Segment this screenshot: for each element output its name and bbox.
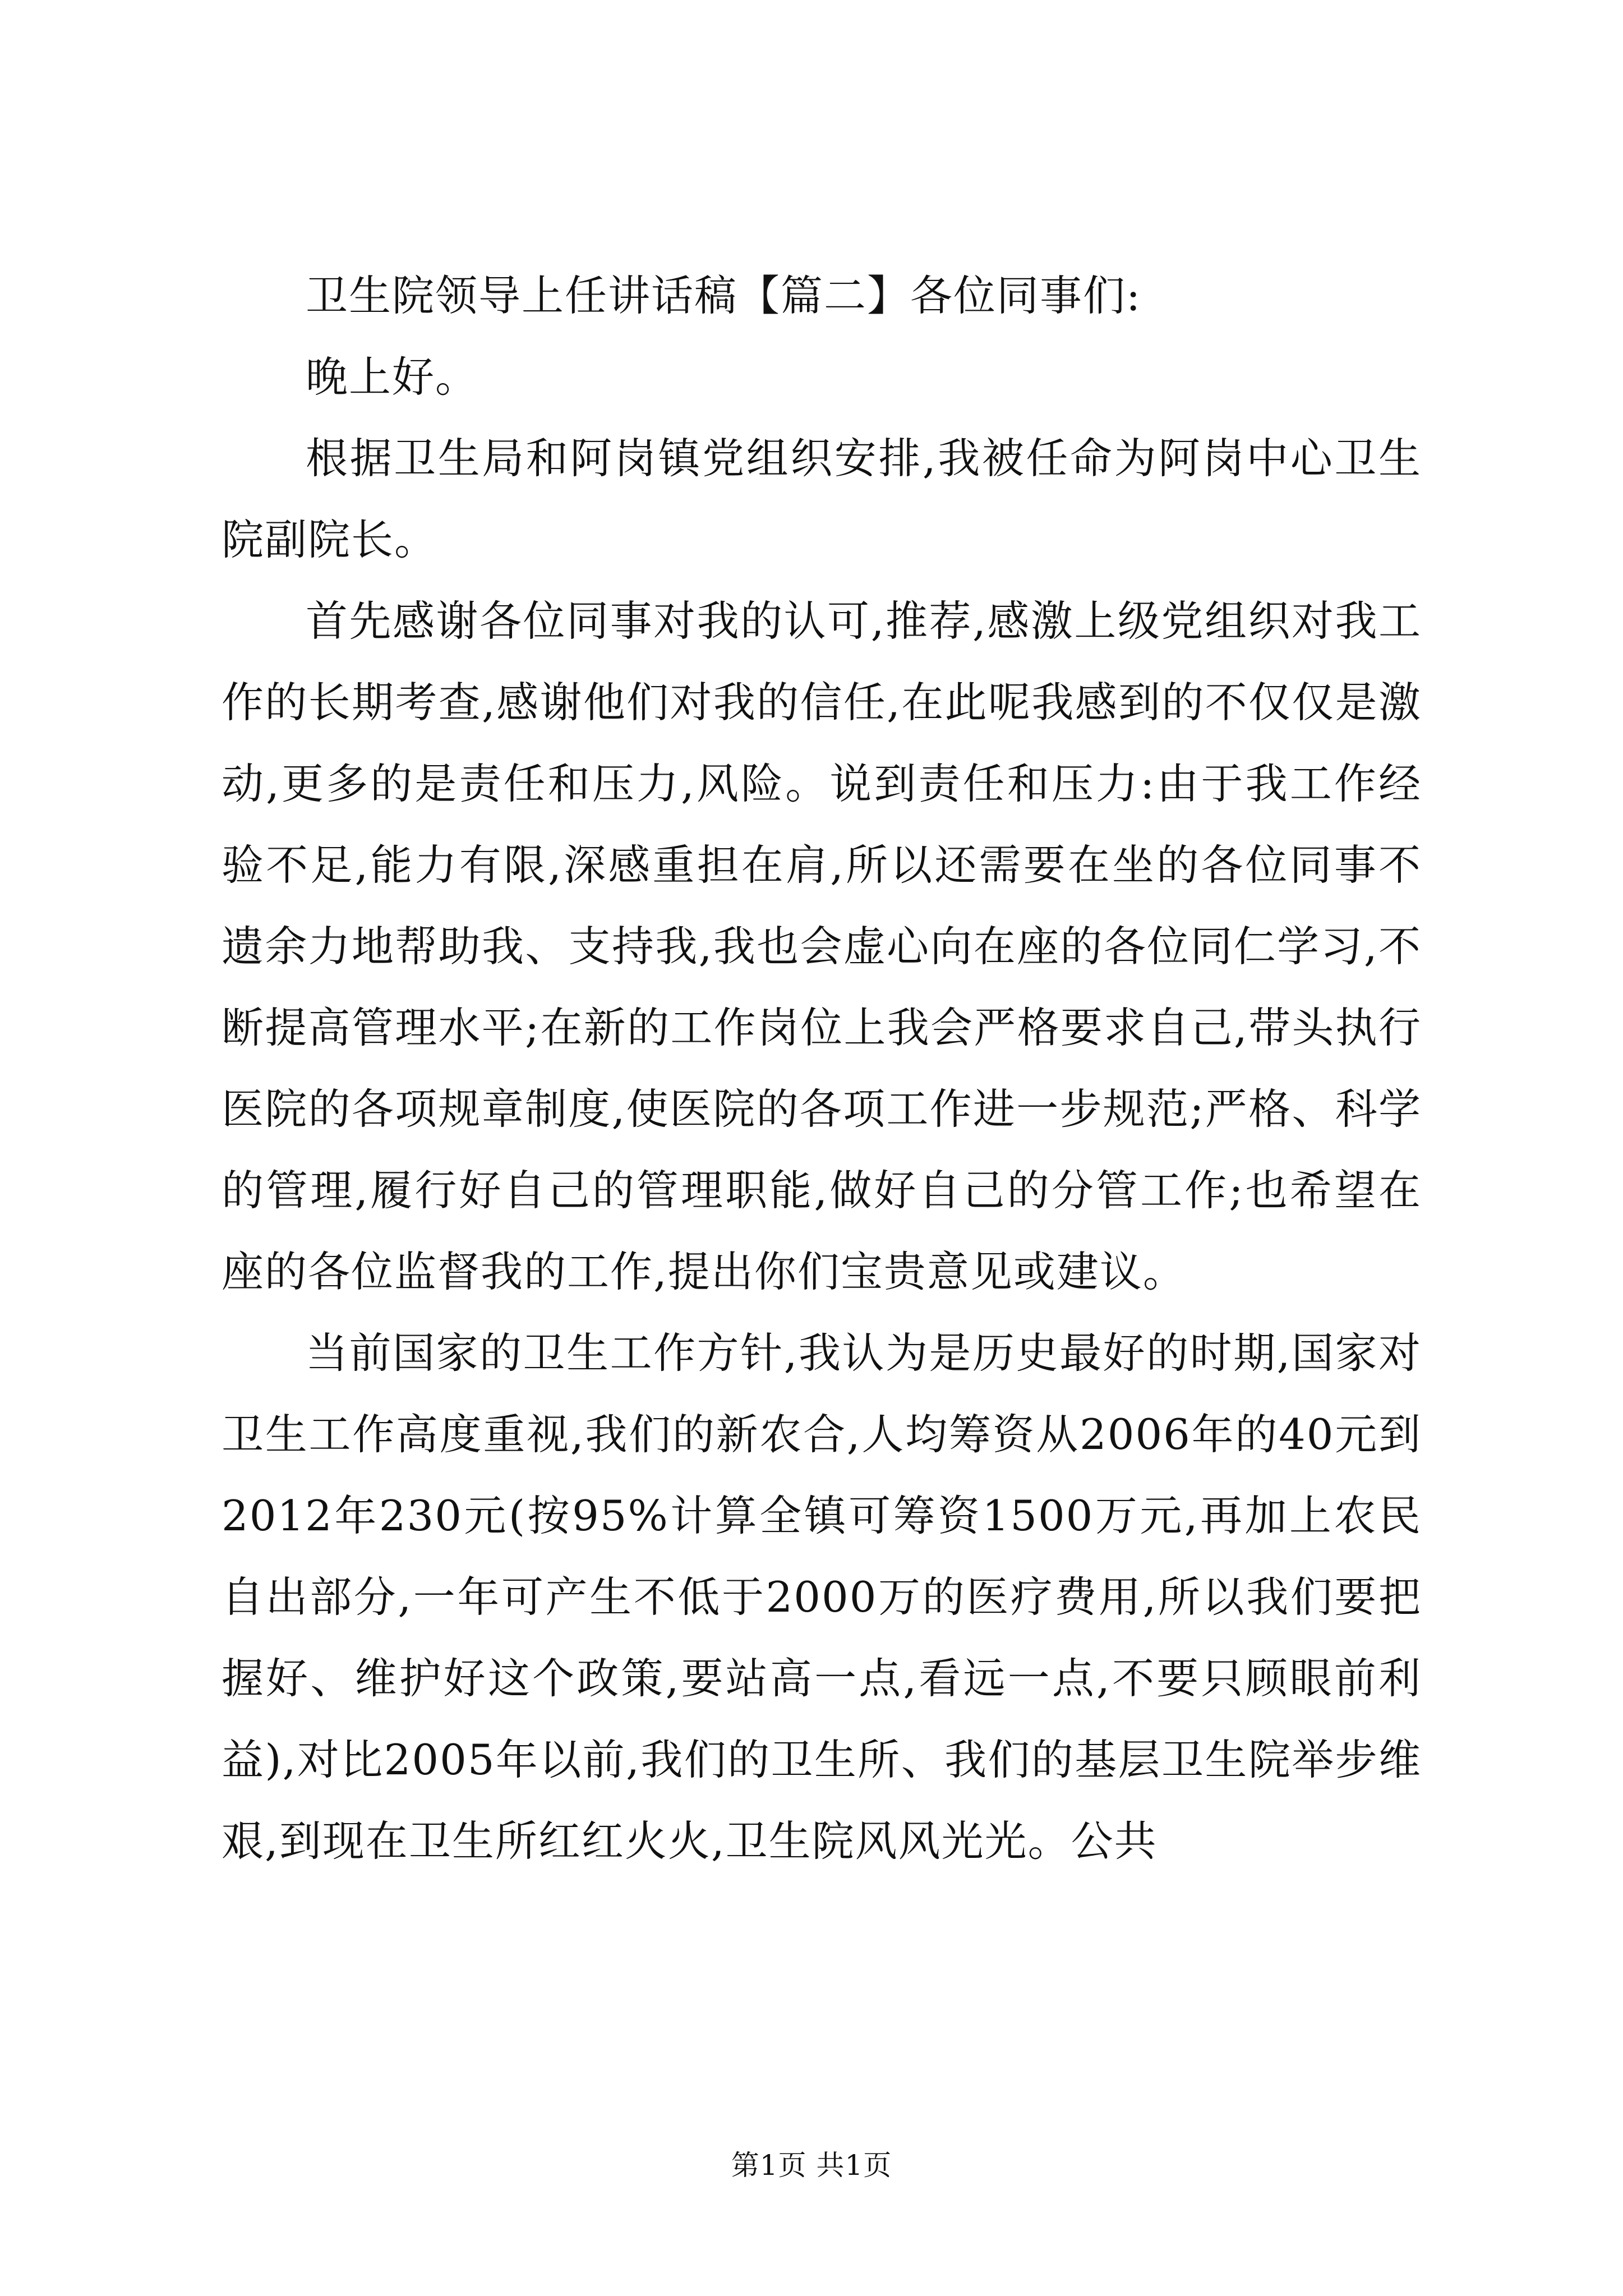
paragraph-appointment: 根据卫生局和阿岗镇党组织安排,我被任命为阿岗中心卫生院副院长。 xyxy=(222,434,1422,564)
paragraph-title-greeting: 卫生院领导上任讲话稿【篇二】各位同事们: xyxy=(306,271,1142,320)
paragraph-evening-greeting: 晚上好。 xyxy=(306,352,479,402)
paragraph-health-policy: 当前国家的卫生工作方针,我认为是历史最好的时期,国家对卫生工作高度重视,我们的新农合,人均筹资从2006年的40元到2012年230元(按95%计算全镇可筹资1500万元,再加上农民自出部分,一年可产生不低于2000万的医疗费用,所以我们要把握好、维护好这个政策,要站高一点,看远一点,不要只顾眼前利益),对比2005年以前,我们的卫生所、我们的基层卫生院举步维艰,到现在卫生所红红火火,卫生院风风光光。公共 xyxy=(222,1328,1422,1866)
paragraph-thanks: 首先感谢各位同事对我的认可,推荐,感激上级党组织对我工作的长期考查,感谢他们对我的信任,在此呢我感到的不仅仅是激动,更多的是责任和压力,风险。说到责任和压力:由于我工作经验不足,能力有限,深感重担在肩,所以还需要在坐的各位同事不遗余力地帮助我、支持我,我也会虚心向在座的各位同仁学习,不断提高管理水平;在新的工作岗位上我会严格要求自己,带头执行医院的各项规章制度,使医院的各项工作进一步规范;严格、科学的管理,履行好自己的管理职能,做好自己的分管工作;也希望在座的各位监督我的工作,提出你们宝贵意见或建议。 xyxy=(222,596,1422,1296)
document-body xyxy=(222,255,1422,1882)
page-footer: 第1页 共1页 xyxy=(731,2149,892,2182)
